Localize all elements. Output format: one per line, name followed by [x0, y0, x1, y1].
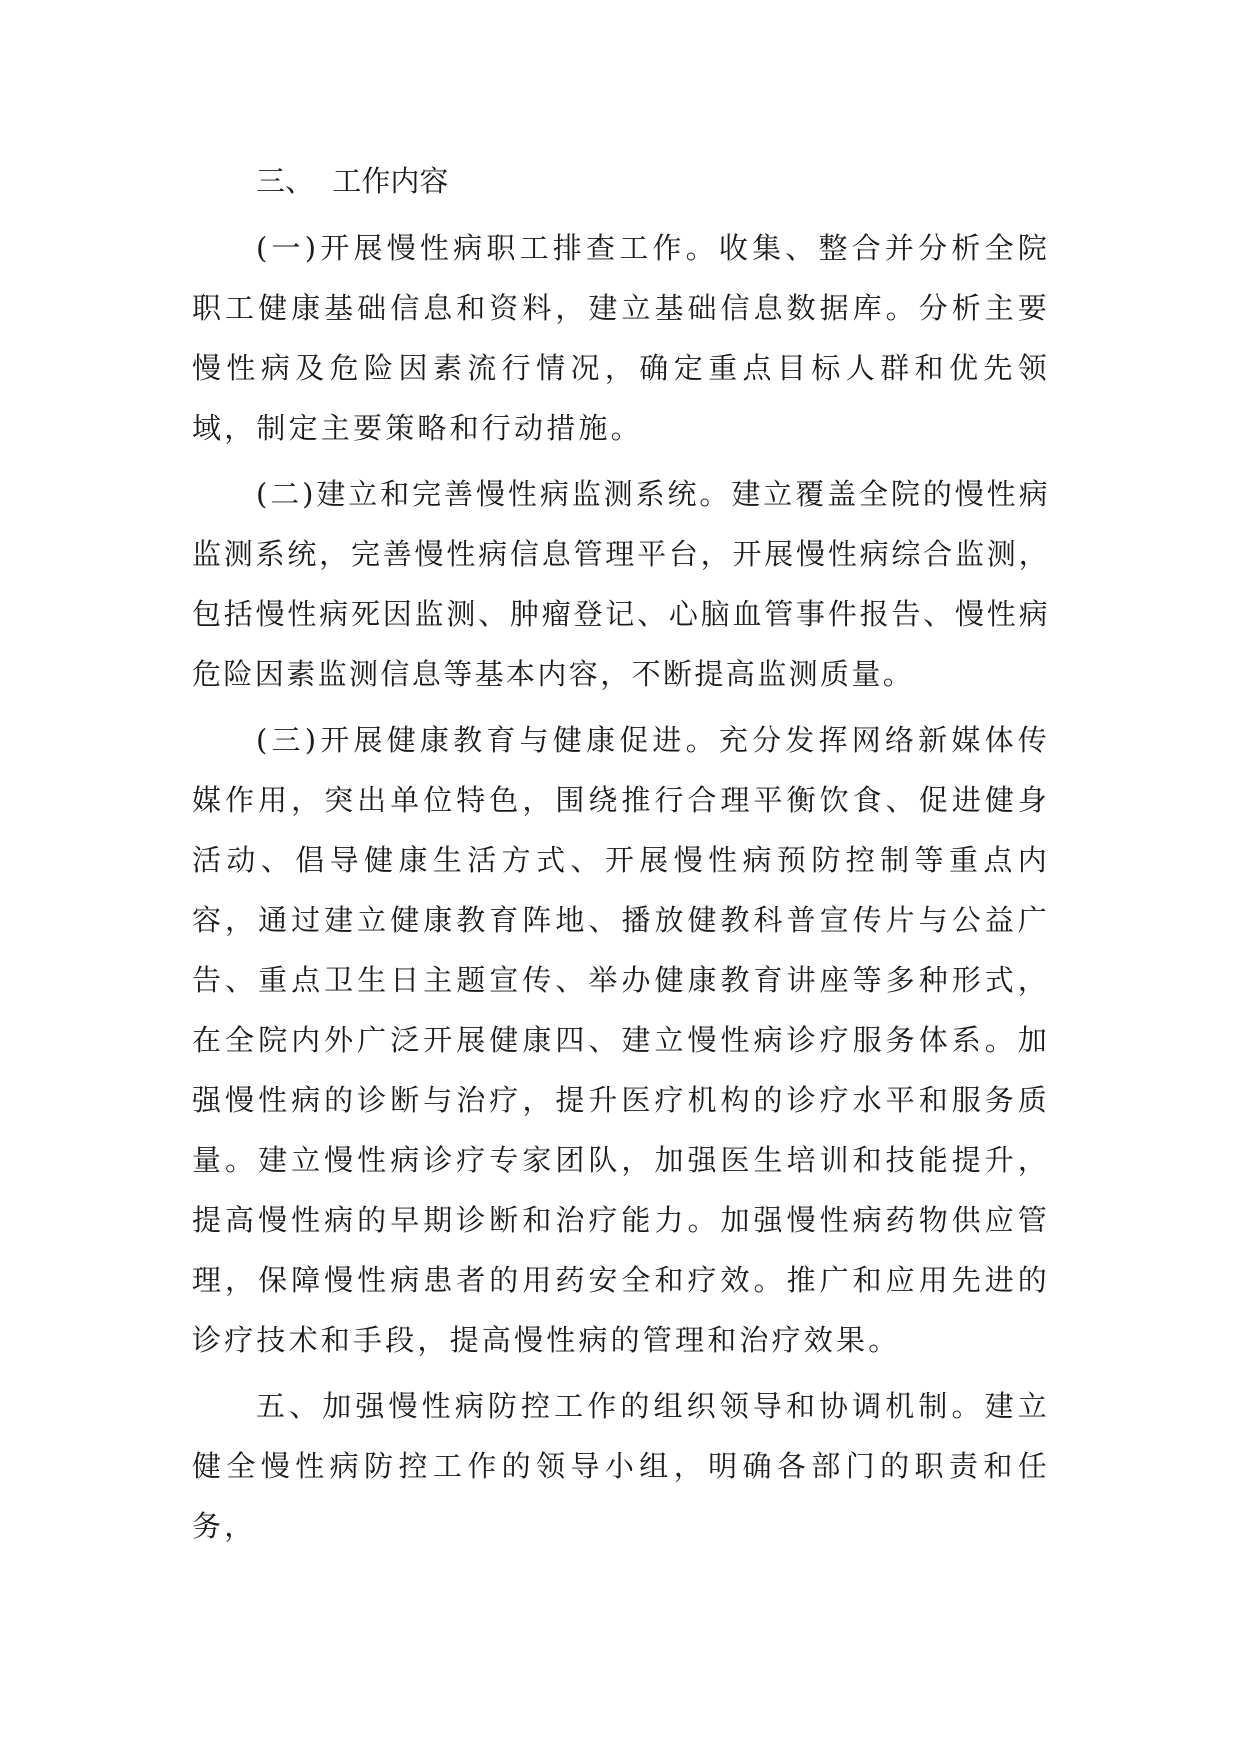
paragraph-monitoring-system: (二)建立和完善慢性病监测系统。建立覆盖全院的慢性病监测系统，完善慢性病信息管理平台，开展慢性病综合监测，包括慢性病死因监测、肿瘤登记、心脑血管事件报告、慢性病危险因素监测信息等基本内容，不断提高监测质量。: [192, 477, 1050, 691]
paragraph-leadership-coordination: 五、加强慢性病防控工作的组织领导和协调机制。建立健全慢性病防控工作的领导小组，明确各部门的职责和任务，: [192, 1389, 1050, 1543]
section-heading: 三、 工作内容: [256, 164, 449, 198]
document-body: [192, 152, 1050, 1562]
paragraph-health-education: (三)开展健康教育与健康促进。充分发挥网络新媒体传媒作用，突出单位特色，围绕推行合理平衡饮食、促进健身活动、倡导健康生活方式、开展慢性病预防控制等重点内容，通过建立健康教育阵地、播放健教科普宣传片与公益广告、重点卫生日主题宣传、举办健康教育讲座等多种形式，在全院内外广泛开展健康四、建立慢性病诊疗服务体系。加强慢性病的诊断与治疗，提升医疗机构的诊疗水平和服务质量。建立慢性病诊疗专家团队，加强医生培训和技能提升，提高慢性病的早期诊断和治疗能力。加强慢性病药物供应管理，保障慢性病患者的用药安全和疗效。推广和应用先进的诊疗技术和手段，提高慢性病的管理和治疗效果。: [192, 723, 1050, 1357]
paragraph-staff-screening: (一)开展慢性病职工排查工作。收集、整合并分析全院职工健康基础信息和资料，建立基础信息数据库。分析主要慢性病及危险因素流行情况，确定重点目标人群和优先领域，制定主要策略和行动措施。: [192, 231, 1050, 445]
